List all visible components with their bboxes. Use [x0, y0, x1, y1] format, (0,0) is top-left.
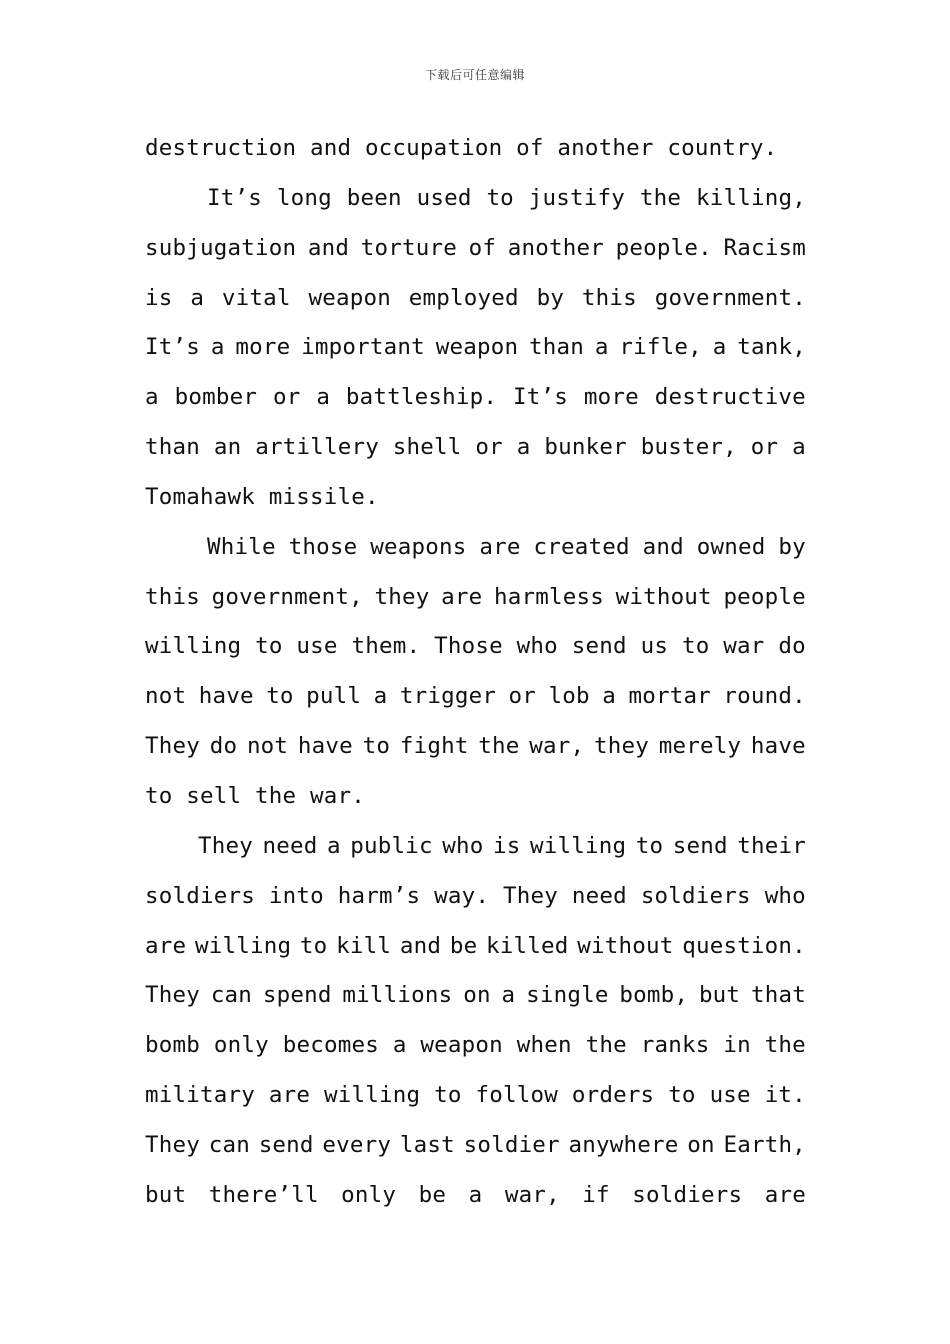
- text-line: bomb only becomes a weapon when the ranks in the: [145, 1032, 806, 1059]
- text-line: Tomahawk missile.: [145, 483, 379, 510]
- text-line: subjugation and torture of another people. Racism: [145, 234, 806, 261]
- text-line: It’s a more important weapon than a rifle, a tank,: [145, 334, 806, 361]
- text-line: They need a public who is willing to send their: [198, 832, 806, 859]
- text-line: than an artillery shell or a bunker buster, or a: [145, 434, 806, 461]
- text-line: is a vital weapon employed by this government.: [145, 284, 806, 311]
- text-line: but there’ll only be a war, if soldiers are: [145, 1181, 806, 1208]
- text-line: a bomber or a battleship. It’s more destructive: [145, 384, 806, 411]
- text-line: They can spend millions on a single bomb, but that: [145, 982, 806, 1009]
- text-line: While those weapons are created and owned by: [207, 533, 806, 560]
- page-header: 下载后可任意编辑: [424, 68, 525, 82]
- text-line: not have to pull a trigger or lob a mortar round.: [145, 683, 806, 710]
- text-line: It’s long been used to justify the killing,: [207, 184, 806, 211]
- document-body: [145, 124, 806, 1221]
- text-line: are willing to kill and be killed without question.: [145, 932, 806, 959]
- text-line: this government, they are harmless without people: [145, 583, 806, 610]
- text-line: They do not have to fight the war, they merely have: [145, 733, 806, 760]
- text-line: willing to use them. Those who send us to war do: [145, 633, 806, 660]
- text-line: to sell the war.: [145, 782, 365, 809]
- text-line: destruction and occupation of another country.: [145, 135, 778, 161]
- text-line: soldiers into harm’s way. They need soldiers who: [145, 882, 806, 909]
- text-line: military are willing to follow orders to use it.: [145, 1082, 806, 1109]
- text-line: They can send every last soldier anywhere on Earth,: [145, 1131, 806, 1158]
